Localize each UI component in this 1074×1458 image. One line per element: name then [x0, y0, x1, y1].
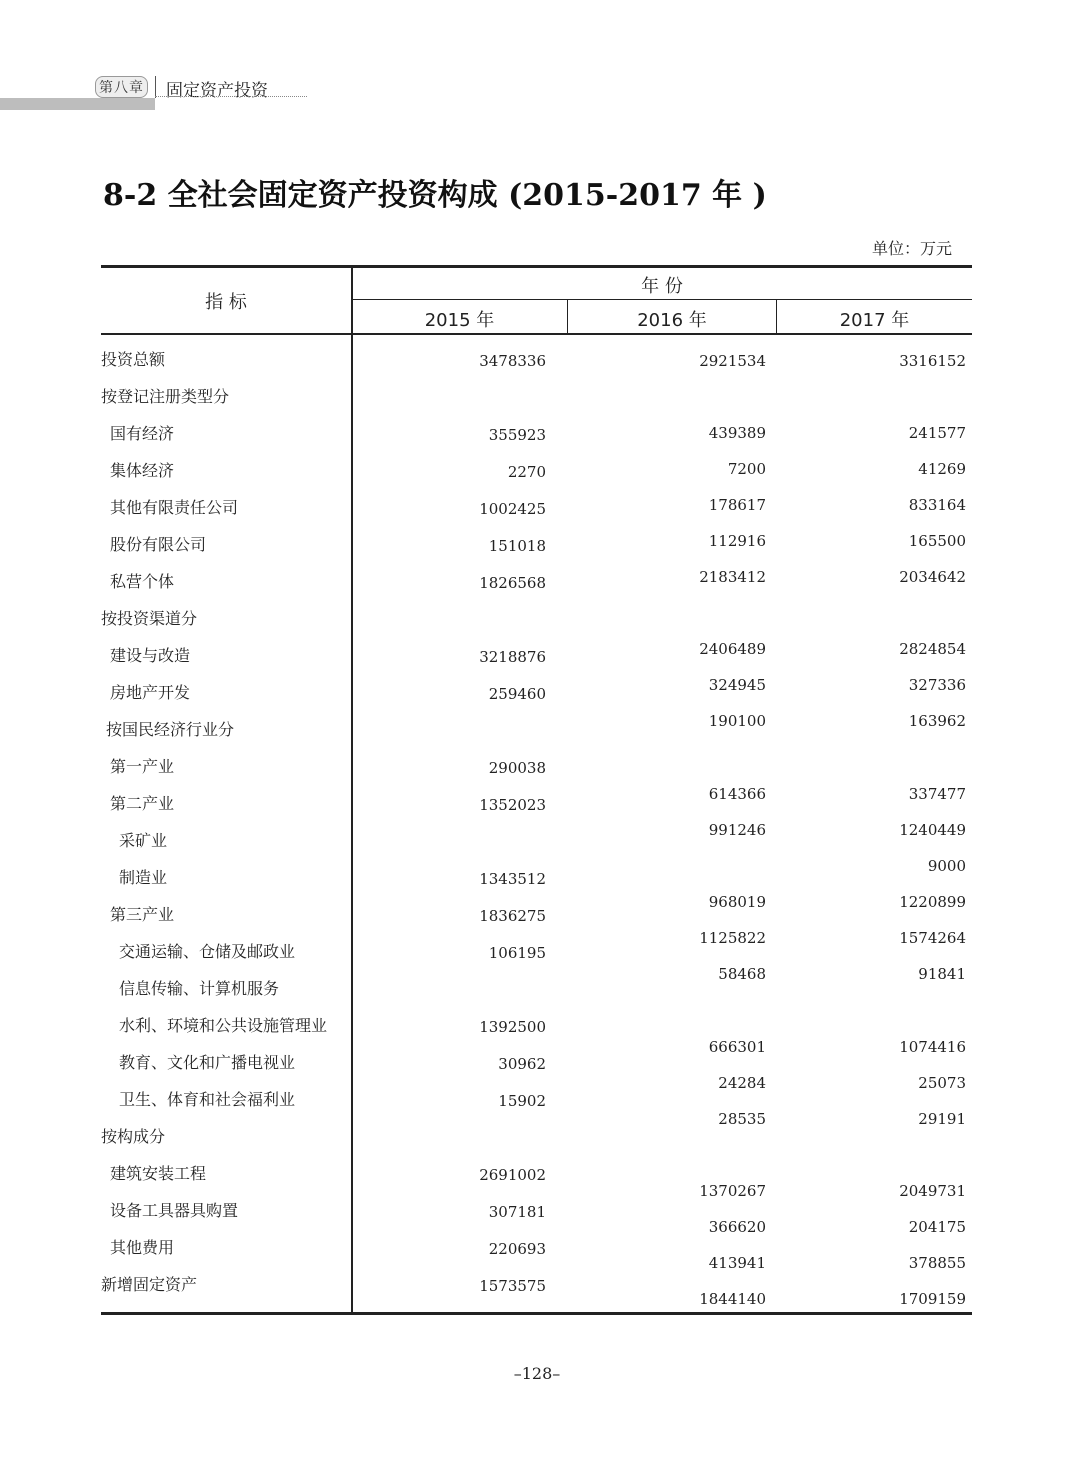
cell-2016: 28535 — [718, 1110, 766, 1128]
cell-2016: 324945 — [708, 676, 766, 694]
cell-2015: 259460 — [488, 685, 546, 703]
cell-2017: 165500 — [908, 532, 966, 550]
unit-label: 单位：万元 — [872, 239, 953, 258]
row-label: 水利、环境和公共设施管理业 — [119, 1016, 328, 1035]
row-label: 私营个体 — [110, 572, 175, 591]
cell-2016: 366620 — [708, 1218, 766, 1236]
cell-2017: 163962 — [908, 712, 966, 730]
cell-2017: 1220899 — [899, 893, 966, 911]
row-label: 房地产开发 — [110, 683, 191, 702]
cell-2015: 1352023 — [479, 796, 546, 814]
header-bar — [0, 98, 155, 110]
cell-2016: 1125822 — [699, 929, 766, 947]
row-label: 教育、文化和广播电视业 — [119, 1053, 296, 1072]
cell-2016: 112916 — [708, 532, 766, 550]
row-label: 交通运输、仓储及邮政业 — [119, 942, 296, 961]
row-label: 制造业 — [119, 868, 168, 887]
cell-2017: 337477 — [908, 785, 966, 803]
cell-2016: 7200 — [727, 460, 766, 478]
cell-2016: 2406489 — [699, 640, 766, 658]
table-top-rule — [101, 265, 972, 268]
row-label: 其他费用 — [110, 1238, 175, 1257]
cell-2017: 3316152 — [899, 352, 966, 370]
row-label: 投资总额 — [101, 350, 166, 369]
year-header-2017: 2017 年 — [839, 310, 910, 331]
cell-2017: 9000 — [927, 857, 966, 875]
cell-2017: 327336 — [908, 676, 966, 694]
cell-2016: 1844140 — [699, 1290, 766, 1308]
cell-2015: 3218876 — [479, 648, 546, 666]
cell-2017: 833164 — [908, 496, 966, 514]
cell-2016: 2183412 — [699, 568, 766, 586]
cell-2017: 378855 — [908, 1254, 966, 1272]
cell-2016: 1370267 — [699, 1182, 766, 1200]
year-group-rule — [352, 299, 972, 300]
cell-2017: 2824854 — [899, 640, 966, 658]
row-label: 按登记注册类型分 — [101, 387, 230, 406]
cell-2015: 1573575 — [479, 1277, 546, 1295]
chapter-badge: 第八章 — [95, 76, 148, 98]
cell-2015: 15902 — [498, 1092, 546, 1110]
cell-2017: 25073 — [918, 1074, 966, 1092]
cell-2017: 91841 — [918, 965, 966, 983]
cell-2015: 1392500 — [479, 1018, 546, 1036]
cell-2016: 413941 — [708, 1254, 766, 1272]
row-label: 建筑安装工程 — [110, 1164, 207, 1183]
cell-2015: 290038 — [488, 759, 546, 777]
page-title: 8-2 全社会固定资产投资构成 (2015-2017 年 ) — [103, 178, 767, 213]
cell-2016: 439389 — [708, 424, 766, 442]
indicator-header: 指 标 — [205, 292, 247, 313]
cell-2015: 307181 — [488, 1203, 546, 1221]
header-dotted-line — [155, 96, 307, 97]
cell-2016: 968019 — [708, 893, 766, 911]
cell-2017: 1574264 — [899, 929, 966, 947]
cell-2015: 1836275 — [479, 907, 546, 925]
cell-2015: 106195 — [488, 944, 546, 962]
cell-2017: 1240449 — [899, 821, 966, 839]
cell-2017: 204175 — [908, 1218, 966, 1236]
row-label: 设备工具器具购置 — [110, 1201, 239, 1220]
cell-2017: 41269 — [918, 460, 966, 478]
cell-2015: 355923 — [488, 426, 546, 444]
row-label: 按国民经济行业分 — [106, 720, 235, 739]
year-header-2016: 2016 年 — [637, 310, 707, 331]
row-label: 集体经济 — [110, 461, 175, 480]
row-label: 采矿业 — [119, 831, 168, 850]
year-group-header: 年 份 — [641, 276, 683, 297]
section-title: 固定资产投资 — [166, 81, 268, 101]
row-label: 新增固定资产 — [101, 1275, 198, 1294]
cell-2015: 2270 — [507, 463, 546, 481]
cell-2017: 1074416 — [899, 1038, 966, 1056]
cell-2016: 2921534 — [699, 352, 766, 370]
row-label: 第一产业 — [110, 757, 175, 776]
cell-2016: 24284 — [718, 1074, 766, 1092]
cell-2015: 1343512 — [479, 870, 546, 888]
cell-2017: 29191 — [918, 1110, 966, 1128]
cell-2015: 1826568 — [479, 574, 546, 592]
row-label: 第三产业 — [110, 905, 175, 924]
year-header-2015: 2015 年 — [424, 310, 495, 331]
row-label: 其他有限责任公司 — [110, 498, 239, 517]
cell-2016: 614366 — [708, 785, 766, 803]
cell-2016: 190100 — [708, 712, 766, 730]
row-label: 按构成分 — [101, 1127, 166, 1146]
chapter-label — [95, 76, 148, 98]
row-label: 国有经济 — [110, 424, 175, 443]
cell-2015: 220693 — [488, 1240, 546, 1258]
cell-2015: 30962 — [498, 1055, 546, 1073]
cell-2016: 666301 — [708, 1038, 766, 1056]
cell-2016: 991246 — [708, 821, 766, 839]
row-label: 第二产业 — [110, 794, 175, 813]
table-bottom-rule — [101, 1312, 972, 1315]
cell-2017: 2049731 — [899, 1182, 966, 1200]
row-label: 按投资渠道分 — [101, 609, 198, 628]
page-number: –128– — [513, 1364, 561, 1383]
cell-2015: 1002425 — [479, 500, 546, 518]
row-label: 卫生、体育和社会福利业 — [119, 1090, 296, 1109]
cell-2017: 2034642 — [899, 568, 966, 586]
cell-2015: 151018 — [488, 537, 546, 555]
row-label: 信息传输、计算机服务 — [119, 979, 280, 998]
cell-2016: 58468 — [718, 965, 766, 983]
table-stub-divider — [351, 266, 353, 1313]
table-header-rule — [101, 333, 972, 335]
cell-2016: 178617 — [708, 496, 766, 514]
chapter-separator — [155, 76, 156, 98]
cell-2017: 241577 — [908, 424, 966, 442]
cell-2017: 1709159 — [899, 1290, 966, 1308]
cell-2015: 3478336 — [479, 352, 546, 370]
cell-2015: 2691002 — [479, 1166, 546, 1184]
row-label: 股份有限公司 — [110, 535, 207, 554]
row-label: 建设与改造 — [110, 646, 191, 665]
